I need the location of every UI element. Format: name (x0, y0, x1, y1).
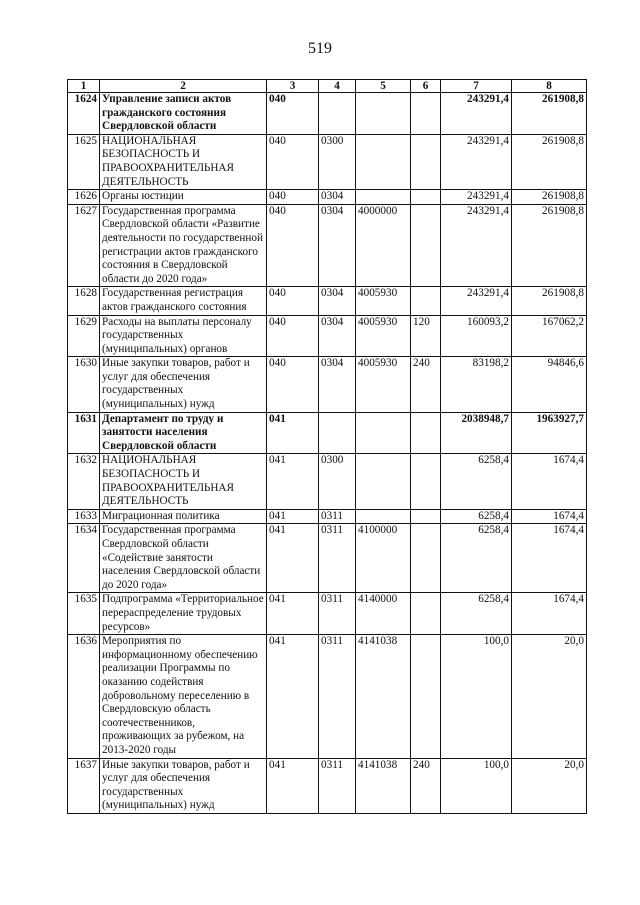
col8-amount: 261908,8 (512, 204, 587, 287)
col6-code (411, 287, 441, 315)
row-name: Государственная регистрация актов гражданского состояния (100, 287, 267, 315)
col6-code: 240 (411, 357, 441, 412)
row-name: НАЦИОНАЛЬНАЯ БЕЗОПАСНОСТЬ И ПРАВООХРАНИТЕЛЬНАЯ ДЕЯТЕЛЬНОСТЬ (100, 134, 267, 189)
row-name: Подпрограмма «Территориальное перераспределение трудовых ресурсов» (100, 593, 267, 635)
col7-amount: 83198,2 (441, 357, 512, 412)
col6-code: 120 (411, 315, 441, 357)
col7-amount: 243291,4 (441, 134, 512, 189)
row-name: Миграционная политика (100, 509, 267, 524)
table-row (68, 287, 587, 315)
header-col-7: 7 (441, 80, 512, 93)
col7-amount: 6258,4 (441, 524, 512, 593)
row-number: 1629 (68, 315, 100, 357)
col6-code (411, 593, 441, 635)
row-name: НАЦИОНАЛЬНАЯ БЕЗОПАСНОСТЬ И ПРАВООХРАНИТЕЛЬНАЯ ДЕЯТЕЛЬНОСТЬ (100, 454, 267, 509)
table-row (68, 509, 587, 524)
col4-code: 0304 (319, 190, 356, 205)
col8-amount: 20,0 (512, 635, 587, 758)
col3-code: 041 (267, 524, 319, 593)
row-number: 1633 (68, 509, 100, 524)
table-row (68, 412, 587, 454)
col4-code: 0300 (319, 454, 356, 509)
col4-code: 0300 (319, 134, 356, 189)
col5-code: 4140000 (356, 593, 411, 635)
col5-code (356, 454, 411, 509)
row-name: Мероприятия по информационному обеспечению реализации Программы по оказанию содействия добровольному переселению в Свердловскую область соотечественников, проживающих за рубежом, на 2013-2020 годы (100, 635, 267, 758)
row-number: 1630 (68, 357, 100, 412)
col5-code: 4000000 (356, 204, 411, 287)
col7-amount: 100,0 (441, 758, 512, 813)
col4-code (319, 93, 356, 135)
col6-code (411, 454, 441, 509)
col3-code: 041 (267, 593, 319, 635)
row-number: 1627 (68, 204, 100, 287)
col5-code: 4005930 (356, 357, 411, 412)
row-number: 1632 (68, 454, 100, 509)
row-number: 1624 (68, 93, 100, 135)
header-col-5: 5 (356, 80, 411, 93)
col8-amount: 20,0 (512, 758, 587, 813)
row-number: 1637 (68, 758, 100, 813)
row-number: 1631 (68, 412, 100, 454)
col6-code (411, 509, 441, 524)
col7-amount: 243291,4 (441, 93, 512, 135)
row-name: Департамент по труду и занятости населения Свердловской области (100, 412, 267, 454)
col3-code: 041 (267, 454, 319, 509)
col3-code: 040 (267, 93, 319, 135)
col8-amount: 1963927,7 (512, 412, 587, 454)
col5-code (356, 412, 411, 454)
table-row (68, 134, 587, 189)
col5-code: 4141038 (356, 635, 411, 758)
col4-code: 0311 (319, 593, 356, 635)
col5-code: 4100000 (356, 524, 411, 593)
col5-code (356, 93, 411, 135)
col6-code (411, 190, 441, 205)
table-row (68, 758, 587, 813)
col5-code: 4005930 (356, 315, 411, 357)
col3-code: 041 (267, 412, 319, 454)
col3-code: 040 (267, 315, 319, 357)
col3-code: 040 (267, 357, 319, 412)
col5-code (356, 190, 411, 205)
header-row (68, 80, 587, 93)
row-name: Государственная программа Свердловской области «Развитие деятельности по государственной регистрации актов гражданского состояния в Свердловской области до 2020 года» (100, 204, 267, 287)
col3-code: 041 (267, 509, 319, 524)
table-body (68, 93, 587, 814)
header-col-1: 1 (68, 80, 100, 93)
col4-code: 0311 (319, 524, 356, 593)
row-name: Иные закупки товаров, работ и услуг для обеспечения государственных (муниципальных) нужд (100, 357, 267, 412)
col3-code: 040 (267, 287, 319, 315)
col7-amount: 6258,4 (441, 454, 512, 509)
row-name: Управление записи актов гражданского состояния Свердловской области (100, 93, 267, 135)
table-row (68, 357, 587, 412)
col6-code (411, 412, 441, 454)
header-col-3: 3 (267, 80, 319, 93)
budget-table (67, 79, 587, 814)
table-row (68, 524, 587, 593)
col6-code (411, 635, 441, 758)
table-row (68, 635, 587, 758)
col8-amount: 1674,4 (512, 454, 587, 509)
col8-amount: 1674,4 (512, 593, 587, 635)
col8-amount: 261908,8 (512, 190, 587, 205)
table-row (68, 204, 587, 287)
col3-code: 040 (267, 134, 319, 189)
col4-code: 0311 (319, 758, 356, 813)
col8-amount: 1674,4 (512, 509, 587, 524)
col6-code: 240 (411, 758, 441, 813)
col6-code (411, 204, 441, 287)
row-number: 1636 (68, 635, 100, 758)
col8-amount: 261908,8 (512, 287, 587, 315)
col7-amount: 6258,4 (441, 593, 512, 635)
row-number: 1628 (68, 287, 100, 315)
col3-code: 041 (267, 635, 319, 758)
row-number: 1635 (68, 593, 100, 635)
row-number: 1625 (68, 134, 100, 189)
col8-amount: 261908,8 (512, 134, 587, 189)
table-row (68, 315, 587, 357)
row-name: Расходы на выплаты персоналу государственных (муниципальных) органов (100, 315, 267, 357)
table-row (68, 190, 587, 205)
header-col-6: 6 (411, 80, 441, 93)
col5-code (356, 509, 411, 524)
col5-code: 4005930 (356, 287, 411, 315)
col8-amount: 261908,8 (512, 93, 587, 135)
col7-amount: 100,0 (441, 635, 512, 758)
col6-code (411, 524, 441, 593)
col3-code: 040 (267, 190, 319, 205)
col4-code: 0304 (319, 357, 356, 412)
col4-code: 0311 (319, 509, 356, 524)
col4-code: 0304 (319, 287, 356, 315)
row-number: 1634 (68, 524, 100, 593)
col8-amount: 167062,2 (512, 315, 587, 357)
col7-amount: 160093,2 (441, 315, 512, 357)
col5-code (356, 134, 411, 189)
col8-amount: 94846,6 (512, 357, 587, 412)
col6-code (411, 134, 441, 189)
table-row (68, 454, 587, 509)
header-col-4: 4 (319, 80, 356, 93)
col7-amount: 6258,4 (441, 509, 512, 524)
col6-code (411, 93, 441, 135)
col4-code: 0304 (319, 315, 356, 357)
table-row (68, 593, 587, 635)
col7-amount: 243291,4 (441, 204, 512, 287)
col4-code: 0311 (319, 635, 356, 758)
col3-code: 040 (267, 204, 319, 287)
col3-code: 041 (267, 758, 319, 813)
col7-amount: 2038948,7 (441, 412, 512, 454)
row-number: 1626 (68, 190, 100, 205)
header-col-8: 8 (512, 80, 587, 93)
header-col-2: 2 (100, 80, 267, 93)
row-name: Иные закупки товаров, работ и услуг для обеспечения государственных (муниципальных) нужд (100, 758, 267, 813)
col8-amount: 1674,4 (512, 524, 587, 593)
col4-code: 0304 (319, 204, 356, 287)
col5-code: 4141038 (356, 758, 411, 813)
page-number: 519 (308, 40, 332, 57)
row-name: Органы юстиции (100, 190, 267, 205)
col4-code (319, 412, 356, 454)
col7-amount: 243291,4 (441, 190, 512, 205)
row-name: Государственная программа Свердловской области «Содействие занятости населения Свердловской области до 2020 года» (100, 524, 267, 593)
table-row (68, 93, 587, 135)
col7-amount: 243291,4 (441, 287, 512, 315)
